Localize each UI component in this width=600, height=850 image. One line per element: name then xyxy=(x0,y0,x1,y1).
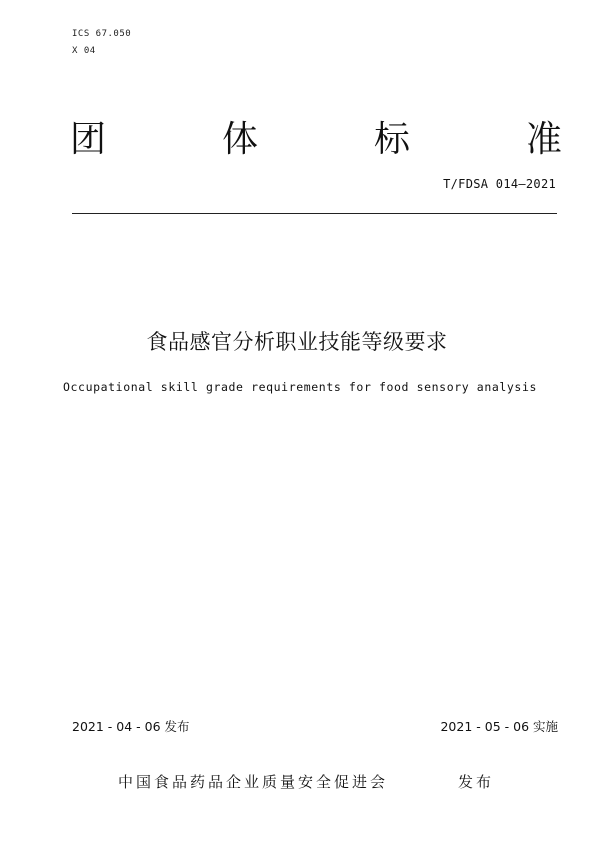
title-char-4: 准 xyxy=(525,119,562,160)
title-char-1: 团 xyxy=(70,119,107,160)
chinese-title: 食品感官分析职业技能等级要求 xyxy=(146,330,448,354)
classification-code: X 04 xyxy=(72,46,96,56)
title-char-2: 体 xyxy=(221,119,258,160)
issuer-line xyxy=(118,771,494,793)
implementation-date: 2021 - 05 - 06 实施 xyxy=(440,719,558,734)
english-title: Occupational skill grade requirements for food sensory analysis xyxy=(63,380,537,394)
publish-date: 2021 - 04 - 06 发布 xyxy=(72,719,190,734)
document-type-title xyxy=(70,118,562,162)
header-divider xyxy=(72,213,557,214)
issuer-action: 发布 xyxy=(457,773,494,791)
standard-number: T/FDSA 014—2021 xyxy=(443,177,556,191)
ics-code: ICS 67.050 xyxy=(72,29,132,39)
title-char-3: 标 xyxy=(373,119,410,160)
issuer-name: 中国食品药品企业质量安全促进会 xyxy=(118,773,389,791)
